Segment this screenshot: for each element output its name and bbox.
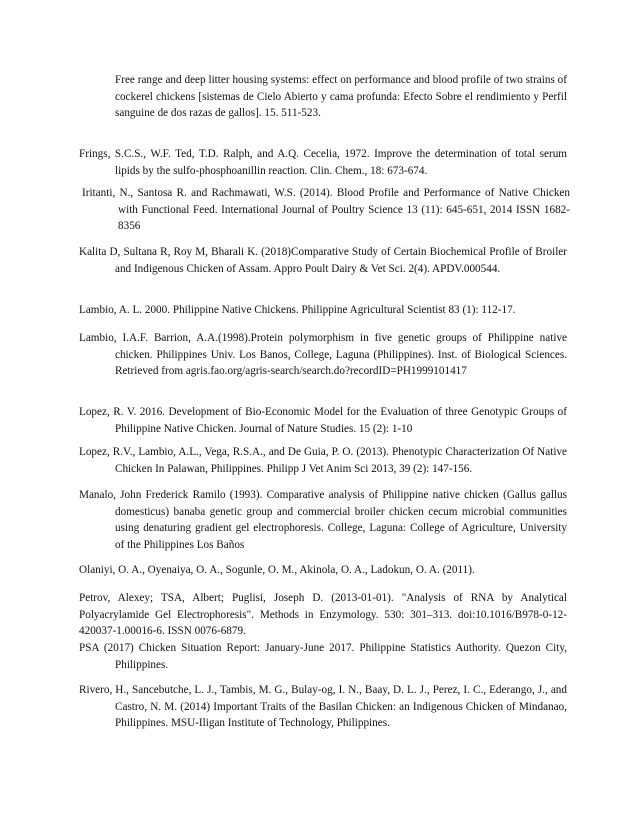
reference-entry-psa: PSA (2017) Chicken Situation Report: January-June 2017. Philippine Statistics Authority. Quezon City, Philippines.	[79, 642, 567, 671]
reference-entry-frings: Frings, S.C.S., W.F. Ted, T.D. Ralph, and A.Q. Cecelia, 1972. Improve the determination of total serum lipids by the sulfo-phosphoanillin reaction. Clin. Chem., 18: 673-674.	[79, 148, 567, 177]
reference-entry-lambio-2000: Lambio, A. L. 2000. Philippine Native Chickens. Philippine Agricultural Scientist 83 (1): 112-17.	[79, 304, 516, 316]
reference-entry-rivero: Rivero, H., Sancebutche, L. J., Tambis, M. G., Bulay-og, I. N., Baay, D. L. J., Perez, I. C., Ederango, J., and Castro, N. M. (2014) Important Traits of the Basilan Chicken: an Indigenous Chicken of Mindanao, Philippines. MSU-Iligan Institute of Technology, Philippines.	[79, 684, 567, 730]
reference-entry-lambio-1998: Lambio, I.A.F. Barrion, A.A.(1998).Protein polymorphism in five genetic groups of Philippine native chicken. Philippines Univ. Los Banos, College, Laguna (Philippines). Inst. of Biological Sciences. Retrieved from agris.fao.org/agris-search/search.do?recordID=PH1999101417	[79, 332, 567, 378]
reference-entry-petrov: Petrov, Alexey; TSA, Albert; Puglisi, Joseph D. (2013-01-01). "Analysis of RNA by Analytical Polyacrylamide Gel Electrophoresis". Methods in Enzymology. 530: 301–313. doi:10.1016/B978-0-12-420037-1.00016-6. ISSN 0076-6879.	[79, 592, 567, 638]
reference-entry-kalita: Kalita D, Sultana R, Roy M, Bharali K. (2018)Comparative Study of Certain Biochemical Profile of Broiler and Indigenous Chicken of Assam. Appro Poult Dairy & Vet Sci. 2(4). APDV.000544.	[79, 246, 567, 275]
reference-entry-lopez-2016: Lopez, R. V. 2016. Development of Bio-Economic Model for the Evaluation of three Genotypic Groups of Philippine Native Chicken. Journal of Nature Studies. 15 (2): 1-10	[79, 406, 567, 435]
reference-entry-continued: Free range and deep litter housing systems: effect on performance and blood profile of two strains of cockerel chickens [sistemas de Cielo Abierto y cama profunda: Efecto Sobre el rendimiento y Perfil sanguine de dos razas de gallos]. 15. 511-523.	[115, 74, 567, 120]
reference-entry-olaniyi: Olaniyi, O. A., Oyenaiya, O. A., Sogunle, O. M., Akinola, O. A., Ladokun, O. A. (2011).	[79, 564, 475, 576]
reference-entry-iritanti: Iritanti, N., Santosa R. and Rachmawati, W.S. (2014). Blood Profile and Performance of Native Chicken with Functional Feed. International Journal of Poultry Science 13 (11): 645-651, 2014 ISSN 1682-8356	[82, 187, 570, 233]
reference-entry-manalo: Manalo, John Frederick Ramilo (1993). Comparative analysis of Philippine native chicken (Gallus gallus domesticus) banaba genetic group and commercial broiler chicken cecum microbial communities using denaturing gradient gel electrophoresis. College, Laguna: College of Agriculture, University of the Philippines Los Baños	[79, 489, 567, 551]
reference-entry-lopez-2013: Lopez, R.V., Lambio, A.L., Vega, R.S.A., and De Guia, P. O. (2013). Phenotypic Characterization Of Native Chicken In Palawan, Philippines. Philipp J Vet Anim Sci 2013, 39 (2): 147-156.	[79, 446, 567, 475]
